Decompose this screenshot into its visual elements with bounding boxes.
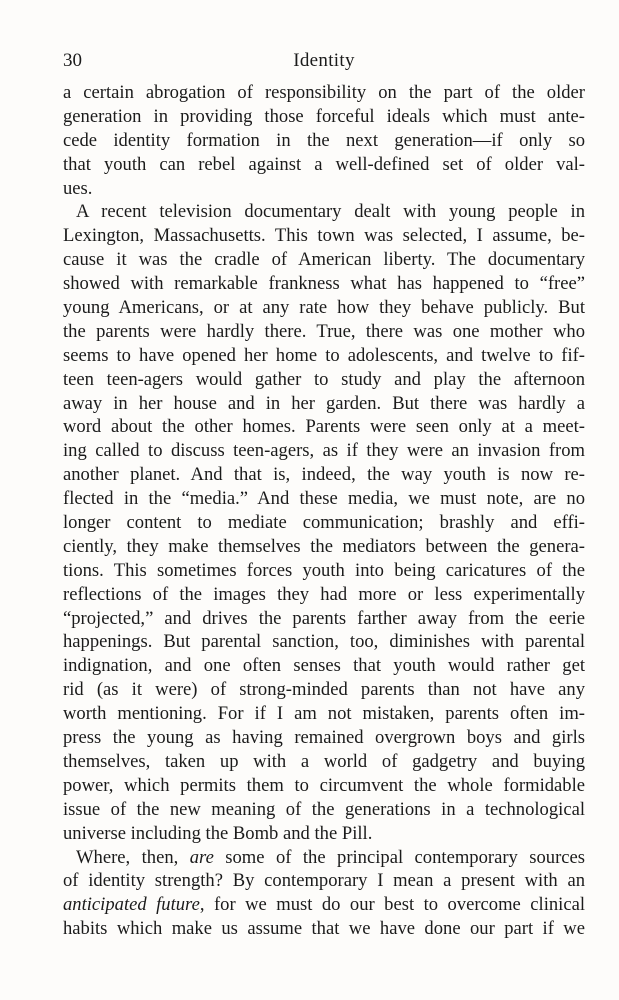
text-line: teen teen-agers would gather to study and play the afternoon [63, 368, 585, 390]
text-line: press the young as having remained overgrown boys and girls [63, 727, 585, 749]
text-line: ciently, they make themselves the mediators between the genera- [63, 535, 585, 557]
text-line: themselves, taken up with a world of gadgetry and buying [63, 750, 585, 772]
text-line: indignation, and one often senses that youth would rather get [63, 655, 585, 677]
text-line [63, 893, 585, 917]
text-line: away in her house and in her garden. But there was hardly a [63, 392, 585, 414]
text-line: a certain abrogation of responsibility on the part of the older [63, 82, 585, 103]
text-line: issue of the new meaning of the generations in a technological [63, 798, 585, 820]
text-line: longer content to mediate communication; brashly and effi- [63, 512, 585, 534]
paragraph-1 [63, 81, 585, 200]
text-line: word about the other homes. Parents were seen only at a meet- [63, 416, 585, 438]
paragraph-2 [63, 200, 585, 845]
text-line: rid (as it were) of strong-minded parents than not have any [63, 679, 585, 701]
text-line: habits which make us assume that we have done our part if we [63, 918, 585, 940]
text-line: power, which permits them to circumvent the whole formidable [63, 774, 585, 796]
running-head [63, 50, 585, 76]
emphasis: anticipated future [63, 894, 200, 916]
text-line: tions. This sometimes forces youth into being caricatures of the [63, 559, 585, 581]
text-line: “projected,” and drives the parents farther away from the eerie [63, 607, 585, 629]
text-line: universe including the Bomb and the Pill. [63, 822, 373, 844]
text-line: reflections of the images they had more or less experimentally [63, 583, 585, 605]
text-line: another planet. And that is, indeed, the way youth is now re- [63, 464, 585, 486]
text-run: some of the principal contemporary sources [213, 846, 586, 868]
paragraph-3 [63, 846, 585, 942]
text-line: the parents were hardly there. True, there was one mother who [63, 320, 585, 342]
text-line: ues. [63, 177, 93, 199]
text-line: generation in providing those forceful ideals which must ante- [63, 105, 585, 127]
text-line: worth mentioning. For if I am not mistaken, parents often im- [63, 703, 585, 725]
text-line: cause it was the cradle of American liberty. The documentary [63, 249, 585, 271]
text-line: young Americans, or at any rate how they behave publicly. But [63, 297, 585, 319]
text-line: flected in the “media.” And these media, we must note, are no [63, 488, 585, 510]
text-line: of identity strength? By contemporary I mean a present with an [63, 870, 585, 892]
text-line: A recent television documentary dealt with young people in [76, 201, 585, 223]
body-text [63, 81, 585, 941]
text-line: cede identity formation in the next generation—if only so [63, 129, 585, 151]
page-number: 30 [63, 50, 82, 71]
text-line: showed with remarkable frankness what has happened to “free” [63, 273, 585, 295]
emphasis: are [189, 846, 214, 868]
text-run: , for we must do our best to overcome clinical [199, 894, 585, 916]
text-run: Where, then, [76, 846, 190, 868]
text-line [63, 846, 585, 870]
text-line: Lexington, Massachusetts. This town was selected, I assume, be- [63, 225, 585, 247]
running-title: Identity [293, 50, 355, 71]
text-line: that youth can rebel against a well-defined set of older val- [63, 153, 585, 175]
text-line: happenings. But parental sanction, too, diminishes with parental [63, 631, 585, 653]
text-line: ing called to discuss teen-agers, as if they were an invasion from [63, 440, 585, 462]
text-line: seems to have opened her home to adolescents, and twelve to fif- [63, 344, 585, 366]
